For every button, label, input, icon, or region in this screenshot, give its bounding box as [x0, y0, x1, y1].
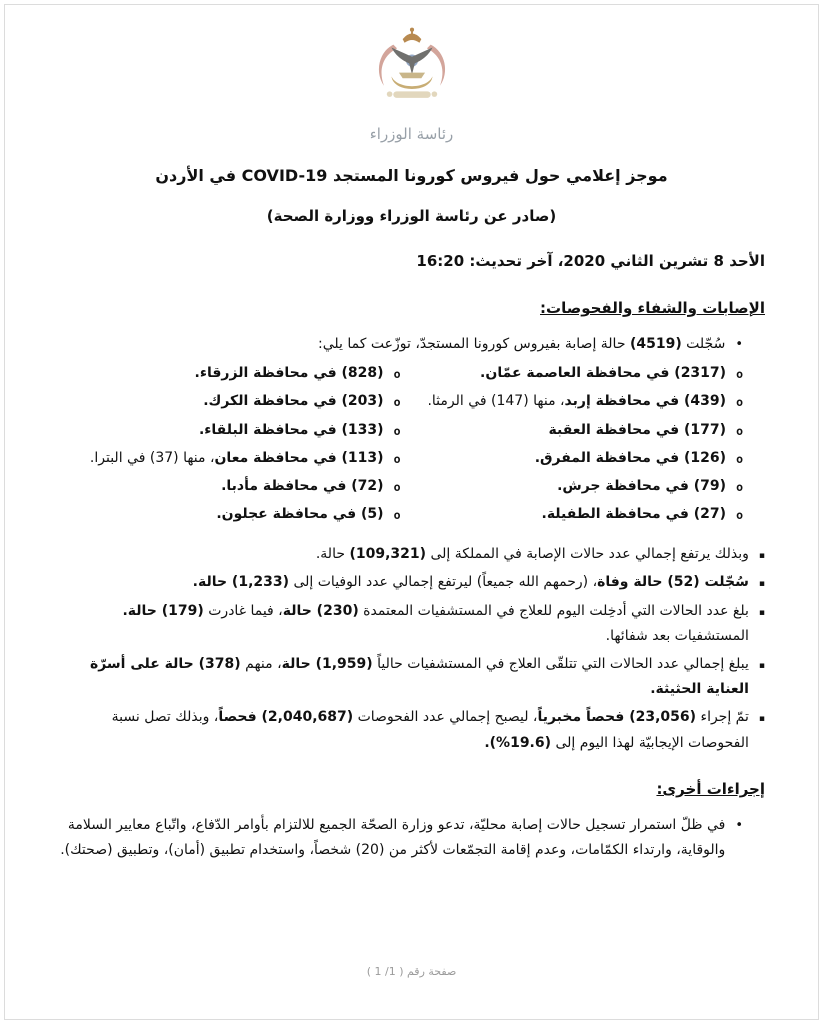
gov-item: [58, 446, 401, 471]
bullet-circle-icon: o: [736, 395, 743, 410]
gov-item: [58, 502, 401, 527]
total-cases-text: سُجّلت (4519) حالة إصابة بفيروس كورونا المستجدّ، توزّعت كما يلي:: [318, 335, 726, 352]
governorate-column-left: [58, 361, 401, 530]
bullet-circle-icon: o: [393, 395, 401, 410]
bullet-circle-icon: o: [393, 367, 401, 382]
bullet-square-icon: ▪: [758, 607, 765, 618]
bullet-circle-icon: o: [736, 367, 743, 382]
gov-item: [58, 474, 401, 499]
statistics-list: [58, 542, 765, 756]
bullet-circle-icon: o: [393, 451, 401, 466]
governorate-columns: [58, 361, 765, 530]
bullet-square-icon: ▪: [758, 579, 765, 590]
bullet-circle-icon: o: [736, 508, 743, 523]
gov-item: [401, 502, 744, 527]
bullet-disc-icon: •: [735, 817, 743, 833]
document-title: موجز إعلامي حول فيروس كورونا المستجد COVID-19 في الأردن: [155, 166, 668, 186]
stat-item: [58, 705, 765, 755]
gov-item-text: (113) في محافظة معان، منها (37) في البترا.: [89, 449, 384, 466]
gov-item-text: (2317) في محافظة العاصمة عمّان.: [480, 365, 727, 382]
gov-item: [401, 446, 744, 471]
gov-item-text: (72) في محافظة مأدبا.: [221, 477, 384, 494]
gov-item-text: (828) في محافظة الزرقاء.: [194, 365, 384, 382]
stat-text: يبلغ إجمالي عدد الحالات التي تتلقّى العلاج في المستشفيات حالياً (1,959) حالة، منهم (378) حالة على أسرّة العناية الحثيثة.: [85, 656, 749, 698]
total-cases-bullet: [58, 332, 765, 357]
section-heading-measures: إجراءات أخرى:: [656, 779, 765, 798]
stat-item: [58, 652, 765, 702]
gov-item: [401, 361, 744, 386]
date-line: الأحد 8 تشرين الثاني 2020، آخر تحديث: 16:20: [416, 251, 765, 270]
gov-item-text: (133) في محافظة البلقاء.: [198, 421, 384, 438]
bullet-circle-icon: o: [393, 508, 401, 523]
bullet-circle-icon: o: [393, 423, 401, 438]
document-subtitle: (صادر عن رئاسة الوزراء ووزارة الصحة): [266, 206, 557, 225]
stat-text: تمّ إجراء (23,056) فحصاً مخبرياً، ليصبح إجمالي عدد الفحوصات (2,040,687) فحصاً، وبذلك تصل نسبة الفحوصات الإيجابيّة لهذا اليوم إلى (19.6%).: [107, 709, 749, 751]
gov-item: [58, 389, 401, 414]
gov-item-text: (439) في محافظة إربد، منها (147) في الرمثا.: [427, 393, 727, 410]
logo-caption: رئاسة الوزراء: [369, 125, 454, 144]
bullet-square-icon: ▪: [758, 714, 765, 725]
bullet-circle-icon: o: [736, 423, 743, 438]
section-heading-cases: الإصابات والشفاء والفحوصات:: [540, 298, 765, 317]
bullet-square-icon: ▪: [758, 661, 765, 672]
gov-item-text: (203) في محافظة الكرك.: [203, 393, 384, 410]
governorate-column-right: [401, 361, 744, 530]
page-number: صفحة رقم ( 1/ 1 ): [366, 965, 457, 978]
stat-text: بلغ عدد الحالات التي أدخِلت اليوم للعلاج في المستشفيات المعتمدة (230) حالة، فيما غادرت (179) حالة. المستشفيات بعد شفائها.: [118, 602, 749, 644]
bullet-square-icon: ▪: [758, 551, 765, 562]
gov-item: [401, 474, 744, 499]
stat-text: وبذلك يرتفع إجمالي عدد حالات الإصابة في المملكة إلى (109,321) حالة.: [315, 546, 749, 563]
gov-item-text: (79) في محافظة جرش.: [557, 477, 727, 494]
prime-ministry-logo: [58, 26, 765, 148]
gov-item-text: (27) في محافظة الطفيلة.: [541, 506, 727, 523]
gov-item-text: (5) في محافظة عجلون.: [216, 506, 384, 523]
stat-item: [58, 570, 765, 595]
gov-item-text: (126) في محافظة المفرق.: [534, 449, 727, 466]
bullet-disc-icon: •: [735, 336, 743, 352]
measures-text: في ظلّ استمرار تسجيل حالات إصابة محليّة، تدعو وزارة الصحّة الجميع للالتزام بأوامر الدّفاع، واتّباع معايير السلامة والوقاية، وارتداء الكمّامات، وعدم إقامة التجمّعات لأكثر من (20) شخصاً، واستخدام تطبيق (أمان)، وتطبيق (صحتك).: [60, 816, 726, 858]
gov-item-text: (177) في محافظة العقبة: [548, 421, 727, 438]
jordan-coat-of-arms-icon: [364, 26, 460, 110]
stat-item: [58, 599, 765, 649]
stat-item: [58, 542, 765, 567]
gov-item: [401, 389, 744, 414]
bullet-circle-icon: o: [393, 479, 401, 494]
gov-item: [58, 418, 401, 443]
bullet-circle-icon: o: [736, 479, 743, 494]
measures-bullet: [58, 813, 765, 863]
bullet-circle-icon: o: [736, 451, 743, 466]
gov-item: [401, 418, 744, 443]
stat-text: سُجّلت (52) حالة وفاة، (رحمهم الله جميعاً) ليرتفع إجمالي عدد الوفيات إلى (1,233) حالة.: [192, 574, 749, 591]
gov-item: [58, 361, 401, 386]
